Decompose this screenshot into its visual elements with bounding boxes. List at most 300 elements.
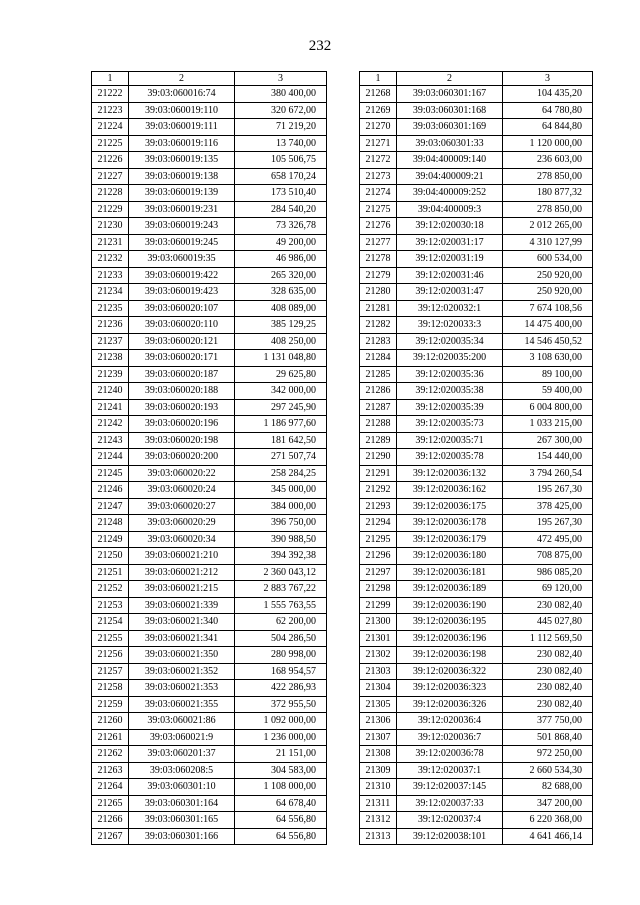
table-row [92, 614, 327, 631]
table-row [360, 152, 593, 169]
cadastral-number-cell: 39:12:020036:4 [397, 713, 503, 730]
value-cell: 14 546 450,52 [503, 333, 593, 350]
value-cell: 265 320,00 [235, 267, 327, 284]
value-cell: 104 435,20 [503, 86, 593, 103]
row-number-cell: 21223 [92, 102, 129, 119]
row-number-cell: 21258 [92, 680, 129, 697]
row-number-cell: 21286 [360, 383, 397, 400]
row-number-cell: 21234 [92, 284, 129, 301]
value-cell: 21 151,00 [235, 746, 327, 763]
value-cell: 29 625,80 [235, 366, 327, 383]
cadastral-number-cell: 39:03:060020:193 [129, 399, 235, 416]
table-row [360, 548, 593, 565]
table-row [360, 498, 593, 515]
table-row [360, 564, 593, 581]
value-cell: 154 440,00 [503, 449, 593, 466]
cadastral-number-cell: 39:03:060301:169 [397, 119, 503, 136]
row-number-cell: 21298 [360, 581, 397, 598]
row-number-cell: 21261 [92, 729, 129, 746]
row-number-cell: 21255 [92, 630, 129, 647]
value-cell: 250 920,00 [503, 284, 593, 301]
cadastral-number-cell: 39:12:020035:38 [397, 383, 503, 400]
table-row [360, 795, 593, 812]
table-row [92, 597, 327, 614]
value-cell: 394 392,38 [235, 548, 327, 565]
table-row [360, 828, 593, 845]
row-number-cell: 21270 [360, 119, 397, 136]
table-row [360, 119, 593, 136]
value-cell: 1 131 048,80 [235, 350, 327, 367]
value-cell: 280 998,00 [235, 647, 327, 664]
table-row [360, 284, 593, 301]
cadastral-number-cell: 39:04:400009:21 [397, 168, 503, 185]
value-cell: 82 688,00 [503, 779, 593, 796]
cadastral-number-cell: 39:03:060021:215 [129, 581, 235, 598]
table-row [92, 680, 327, 697]
row-number-cell: 21241 [92, 399, 129, 416]
cadastral-number-cell: 39:12:020037:33 [397, 795, 503, 812]
value-cell: 320 672,00 [235, 102, 327, 119]
table-row [92, 119, 327, 136]
value-cell: 284 540,20 [235, 201, 327, 218]
value-cell: 73 326,78 [235, 218, 327, 235]
row-number-cell: 21273 [360, 168, 397, 185]
value-cell: 422 286,93 [235, 680, 327, 697]
table-row [92, 581, 327, 598]
row-number-cell: 21280 [360, 284, 397, 301]
value-cell: 708 875,00 [503, 548, 593, 565]
value-cell: 2 883 767,22 [235, 581, 327, 598]
table-row [92, 284, 327, 301]
row-number-cell: 21293 [360, 498, 397, 515]
value-cell: 271 507,74 [235, 449, 327, 466]
table-row [360, 779, 593, 796]
table-row [360, 680, 593, 697]
table-row [92, 713, 327, 730]
cadastral-number-cell: 39:03:060021:341 [129, 630, 235, 647]
table-row [92, 449, 327, 466]
value-cell: 250 920,00 [503, 267, 593, 284]
value-cell: 3 794 260,54 [503, 465, 593, 482]
row-number-cell: 21265 [92, 795, 129, 812]
table-row [92, 465, 327, 482]
row-number-cell: 21222 [92, 86, 129, 103]
table-row [360, 630, 593, 647]
cadastral-number-cell: 39:12:020036:198 [397, 647, 503, 664]
value-cell: 46 986,00 [235, 251, 327, 268]
cadastral-number-cell: 39:12:020031:46 [397, 267, 503, 284]
row-number-cell: 21230 [92, 218, 129, 235]
table-row [360, 581, 593, 598]
row-number-cell: 21242 [92, 416, 129, 433]
value-cell: 600 534,00 [503, 251, 593, 268]
cadastral-number-cell: 39:03:060021:355 [129, 696, 235, 713]
table-row [360, 449, 593, 466]
cadastral-number-cell: 39:12:020036:78 [397, 746, 503, 763]
cadastral-number-cell: 39:03:060019:110 [129, 102, 235, 119]
value-cell: 972 250,00 [503, 746, 593, 763]
value-cell: 1 092 000,00 [235, 713, 327, 730]
cadastral-number-cell: 39:03:060019:111 [129, 119, 235, 136]
value-cell: 378 425,00 [503, 498, 593, 515]
cadastral-number-cell: 39:03:060201:37 [129, 746, 235, 763]
row-number-cell: 21257 [92, 663, 129, 680]
value-cell: 2 660 534,30 [503, 762, 593, 779]
cadastral-number-cell: 39:03:060301:33 [397, 135, 503, 152]
cadastral-number-cell: 39:03:060021:350 [129, 647, 235, 664]
table-row [92, 482, 327, 499]
table-row [360, 366, 593, 383]
row-number-cell: 21251 [92, 564, 129, 581]
value-cell: 49 200,00 [235, 234, 327, 251]
cadastral-number-cell: 39:03:060020:29 [129, 515, 235, 532]
table-row [92, 152, 327, 169]
value-cell: 230 082,40 [503, 680, 593, 697]
row-number-cell: 21306 [360, 713, 397, 730]
value-cell: 396 750,00 [235, 515, 327, 532]
cadastral-number-cell: 39:03:060019:135 [129, 152, 235, 169]
cadastral-number-cell: 39:04:400009:3 [397, 201, 503, 218]
row-number-cell: 21244 [92, 449, 129, 466]
cadastral-number-cell: 39:03:060016:74 [129, 86, 235, 103]
table-row [360, 416, 593, 433]
value-cell: 89 100,00 [503, 366, 593, 383]
table-row [92, 185, 327, 202]
table-row [360, 762, 593, 779]
row-number-cell: 21272 [360, 152, 397, 169]
value-cell: 1 112 569,50 [503, 630, 593, 647]
table-row [92, 350, 327, 367]
column-header: 3 [503, 72, 593, 86]
table-row [92, 531, 327, 548]
cadastral-number-cell: 39:12:020036:190 [397, 597, 503, 614]
row-number-cell: 21289 [360, 432, 397, 449]
cadastral-number-cell: 39:03:060020:171 [129, 350, 235, 367]
cadastral-number-cell: 39:04:400009:252 [397, 185, 503, 202]
cadastral-number-cell: 39:12:020035:78 [397, 449, 503, 466]
row-number-cell: 21245 [92, 465, 129, 482]
cadastral-number-cell: 39:12:020035:71 [397, 432, 503, 449]
value-cell: 59 400,00 [503, 383, 593, 400]
header-row [92, 72, 327, 86]
header-row [360, 72, 593, 86]
table-row [92, 300, 327, 317]
column-header: 2 [397, 72, 503, 86]
value-cell: 64 780,80 [503, 102, 593, 119]
cadastral-number-cell: 39:03:060020:187 [129, 366, 235, 383]
row-number-cell: 21225 [92, 135, 129, 152]
value-cell: 1 186 977,60 [235, 416, 327, 433]
row-number-cell: 21263 [92, 762, 129, 779]
row-number-cell: 21312 [360, 812, 397, 829]
cadastral-number-cell: 39:03:060301:165 [129, 812, 235, 829]
cadastral-number-cell: 39:12:020036:322 [397, 663, 503, 680]
row-number-cell: 21285 [360, 366, 397, 383]
cadastral-number-cell: 39:03:060020:110 [129, 317, 235, 334]
value-cell: 408 250,00 [235, 333, 327, 350]
row-number-cell: 21268 [360, 86, 397, 103]
table-row [92, 201, 327, 218]
row-number-cell: 21267 [92, 828, 129, 845]
value-cell: 69 120,00 [503, 581, 593, 598]
table-row [360, 465, 593, 482]
value-cell: 390 988,50 [235, 531, 327, 548]
row-number-cell: 21235 [92, 300, 129, 317]
value-cell: 472 495,00 [503, 531, 593, 548]
row-number-cell: 21301 [360, 630, 397, 647]
row-number-cell: 21287 [360, 399, 397, 416]
value-cell: 64 844,80 [503, 119, 593, 136]
value-cell: 384 000,00 [235, 498, 327, 515]
cadastral-number-cell: 39:03:060021:86 [129, 713, 235, 730]
cadastral-number-cell: 39:12:020037:145 [397, 779, 503, 796]
cadastral-number-cell: 39:03:060019:243 [129, 218, 235, 235]
cadastral-number-cell: 39:03:060301:168 [397, 102, 503, 119]
table-row [92, 383, 327, 400]
row-number-cell: 21310 [360, 779, 397, 796]
table-row [360, 713, 593, 730]
cadastral-number-cell: 39:03:060019:231 [129, 201, 235, 218]
row-number-cell: 21262 [92, 746, 129, 763]
cadastral-number-cell: 39:04:400009:140 [397, 152, 503, 169]
row-number-cell: 21303 [360, 663, 397, 680]
row-number-cell: 21290 [360, 449, 397, 466]
cadastral-number-cell: 39:03:060020:121 [129, 333, 235, 350]
table-row [92, 812, 327, 829]
table-row [92, 663, 327, 680]
table-row [360, 812, 593, 829]
row-number-cell: 21260 [92, 713, 129, 730]
value-cell: 14 475 400,00 [503, 317, 593, 334]
value-cell: 372 955,50 [235, 696, 327, 713]
cadastral-number-cell: 39:03:060021:339 [129, 597, 235, 614]
value-cell: 267 300,00 [503, 432, 593, 449]
table-row [92, 168, 327, 185]
cadastral-number-cell: 39:03:060020:27 [129, 498, 235, 515]
table-row [360, 234, 593, 251]
value-cell: 1 120 000,00 [503, 135, 593, 152]
table-row [360, 267, 593, 284]
table-row [360, 218, 593, 235]
value-cell: 377 750,00 [503, 713, 593, 730]
value-cell: 13 740,00 [235, 135, 327, 152]
table-row [92, 135, 327, 152]
value-cell: 501 868,40 [503, 729, 593, 746]
table-row [92, 432, 327, 449]
cadastral-number-cell: 39:12:020036:196 [397, 630, 503, 647]
row-number-cell: 21292 [360, 482, 397, 499]
value-cell: 64 556,80 [235, 828, 327, 845]
value-cell: 236 603,00 [503, 152, 593, 169]
cadastral-number-cell: 39:03:060019:423 [129, 284, 235, 301]
cadastral-number-cell: 39:12:020035:73 [397, 416, 503, 433]
value-cell: 173 510,40 [235, 185, 327, 202]
cadastral-number-cell: 39:03:060301:10 [129, 779, 235, 796]
row-number-cell: 21300 [360, 614, 397, 631]
table-row [92, 762, 327, 779]
value-cell: 71 219,20 [235, 119, 327, 136]
row-number-cell: 21302 [360, 647, 397, 664]
value-cell: 195 267,30 [503, 515, 593, 532]
value-cell: 342 000,00 [235, 383, 327, 400]
table-row [92, 746, 327, 763]
value-cell: 408 089,00 [235, 300, 327, 317]
row-number-cell: 21308 [360, 746, 397, 763]
table-row [360, 647, 593, 664]
cadastral-number-cell: 39:03:060020:200 [129, 449, 235, 466]
table-row [360, 399, 593, 416]
value-cell: 1 236 000,00 [235, 729, 327, 746]
cadastral-number-cell: 39:03:060019:245 [129, 234, 235, 251]
row-number-cell: 21246 [92, 482, 129, 499]
value-cell: 278 850,00 [503, 201, 593, 218]
cadastral-number-cell: 39:03:060019:35 [129, 251, 235, 268]
row-number-cell: 21311 [360, 795, 397, 812]
row-number-cell: 21281 [360, 300, 397, 317]
cadastral-number-cell: 39:03:060021:212 [129, 564, 235, 581]
row-number-cell: 21271 [360, 135, 397, 152]
row-number-cell: 21284 [360, 350, 397, 367]
value-cell: 180 877,32 [503, 185, 593, 202]
table-row [92, 498, 327, 515]
column-header: 1 [360, 72, 397, 86]
cadastral-number-cell: 39:03:060019:116 [129, 135, 235, 152]
cadastral-number-cell: 39:03:060021:9 [129, 729, 235, 746]
cadastral-number-cell: 39:03:060020:34 [129, 531, 235, 548]
row-number-cell: 21259 [92, 696, 129, 713]
cadastral-number-cell: 39:12:020036:195 [397, 614, 503, 631]
table-row [92, 647, 327, 664]
cadastral-number-cell: 39:12:020035:200 [397, 350, 503, 367]
cadastral-number-cell: 39:03:060020:196 [129, 416, 235, 433]
table-row [360, 317, 593, 334]
value-cell: 195 267,30 [503, 482, 593, 499]
value-cell: 2 360 043,12 [235, 564, 327, 581]
table-row [92, 399, 327, 416]
value-cell: 4 310 127,99 [503, 234, 593, 251]
row-number-cell: 21275 [360, 201, 397, 218]
cadastral-number-cell: 39:03:060301:164 [129, 795, 235, 812]
cadastral-number-cell: 39:12:020037:1 [397, 762, 503, 779]
cadastral-number-cell: 39:12:020033:3 [397, 317, 503, 334]
cadastral-number-cell: 39:12:020036:180 [397, 548, 503, 565]
value-cell: 347 200,00 [503, 795, 593, 812]
row-number-cell: 21291 [360, 465, 397, 482]
data-table-left [91, 71, 327, 845]
row-number-cell: 21231 [92, 234, 129, 251]
value-cell: 278 850,00 [503, 168, 593, 185]
row-number-cell: 21226 [92, 152, 129, 169]
cadastral-number-cell: 39:12:020032:1 [397, 300, 503, 317]
value-cell: 181 642,50 [235, 432, 327, 449]
row-number-cell: 21295 [360, 531, 397, 548]
table-row [360, 333, 593, 350]
row-number-cell: 21248 [92, 515, 129, 532]
table-row [360, 185, 593, 202]
table-row [92, 416, 327, 433]
row-number-cell: 21264 [92, 779, 129, 796]
table-row [92, 548, 327, 565]
row-number-cell: 21297 [360, 564, 397, 581]
row-number-cell: 21283 [360, 333, 397, 350]
row-number-cell: 21229 [92, 201, 129, 218]
table-row [92, 564, 327, 581]
value-cell: 1 108 000,00 [235, 779, 327, 796]
cadastral-number-cell: 39:03:060020:24 [129, 482, 235, 499]
cadastral-number-cell: 39:12:020030:18 [397, 218, 503, 235]
table-row [360, 531, 593, 548]
cadastral-number-cell: 39:03:060020:198 [129, 432, 235, 449]
row-number-cell: 21305 [360, 696, 397, 713]
value-cell: 2 012 265,00 [503, 218, 593, 235]
value-cell: 658 170,24 [235, 168, 327, 185]
table-row [92, 366, 327, 383]
row-number-cell: 21278 [360, 251, 397, 268]
value-cell: 6 004 800,00 [503, 399, 593, 416]
cadastral-number-cell: 39:03:060208:5 [129, 762, 235, 779]
row-number-cell: 21266 [92, 812, 129, 829]
value-cell: 304 583,00 [235, 762, 327, 779]
table-row [360, 168, 593, 185]
value-cell: 168 954,57 [235, 663, 327, 680]
table-row [360, 432, 593, 449]
value-cell: 7 674 108,56 [503, 300, 593, 317]
table-row [92, 317, 327, 334]
value-cell: 445 027,80 [503, 614, 593, 631]
value-cell: 230 082,40 [503, 696, 593, 713]
column-header: 1 [92, 72, 129, 86]
value-cell: 230 082,40 [503, 663, 593, 680]
value-cell: 258 284,25 [235, 465, 327, 482]
row-number-cell: 21307 [360, 729, 397, 746]
table-row [360, 201, 593, 218]
value-cell: 105 506,75 [235, 152, 327, 169]
table-row [360, 135, 593, 152]
row-number-cell: 21313 [360, 828, 397, 845]
table-row [360, 614, 593, 631]
cadastral-number-cell: 39:03:060020:107 [129, 300, 235, 317]
row-number-cell: 21276 [360, 218, 397, 235]
cadastral-number-cell: 39:12:020036:7 [397, 729, 503, 746]
value-cell: 1 033 215,00 [503, 416, 593, 433]
value-cell: 385 129,25 [235, 317, 327, 334]
cadastral-number-cell: 39:03:060301:166 [129, 828, 235, 845]
table-row [360, 383, 593, 400]
row-number-cell: 21279 [360, 267, 397, 284]
table-row [92, 779, 327, 796]
value-cell: 3 108 630,00 [503, 350, 593, 367]
value-cell: 1 555 763,55 [235, 597, 327, 614]
cadastral-number-cell: 39:03:060019:139 [129, 185, 235, 202]
cadastral-number-cell: 39:12:020036:162 [397, 482, 503, 499]
row-number-cell: 21233 [92, 267, 129, 284]
cadastral-number-cell: 39:03:060021:353 [129, 680, 235, 697]
table-row [92, 251, 327, 268]
cadastral-number-cell: 39:03:060021:340 [129, 614, 235, 631]
row-number-cell: 21239 [92, 366, 129, 383]
row-number-cell: 21227 [92, 168, 129, 185]
value-cell: 64 556,80 [235, 812, 327, 829]
row-number-cell: 21247 [92, 498, 129, 515]
cadastral-number-cell: 39:12:020036:189 [397, 581, 503, 598]
cadastral-number-cell: 39:12:020036:178 [397, 515, 503, 532]
row-number-cell: 21238 [92, 350, 129, 367]
cadastral-number-cell: 39:03:060019:422 [129, 267, 235, 284]
value-cell: 504 286,50 [235, 630, 327, 647]
value-cell: 230 082,40 [503, 647, 593, 664]
cadastral-number-cell: 39:12:020037:4 [397, 812, 503, 829]
row-number-cell: 21309 [360, 762, 397, 779]
